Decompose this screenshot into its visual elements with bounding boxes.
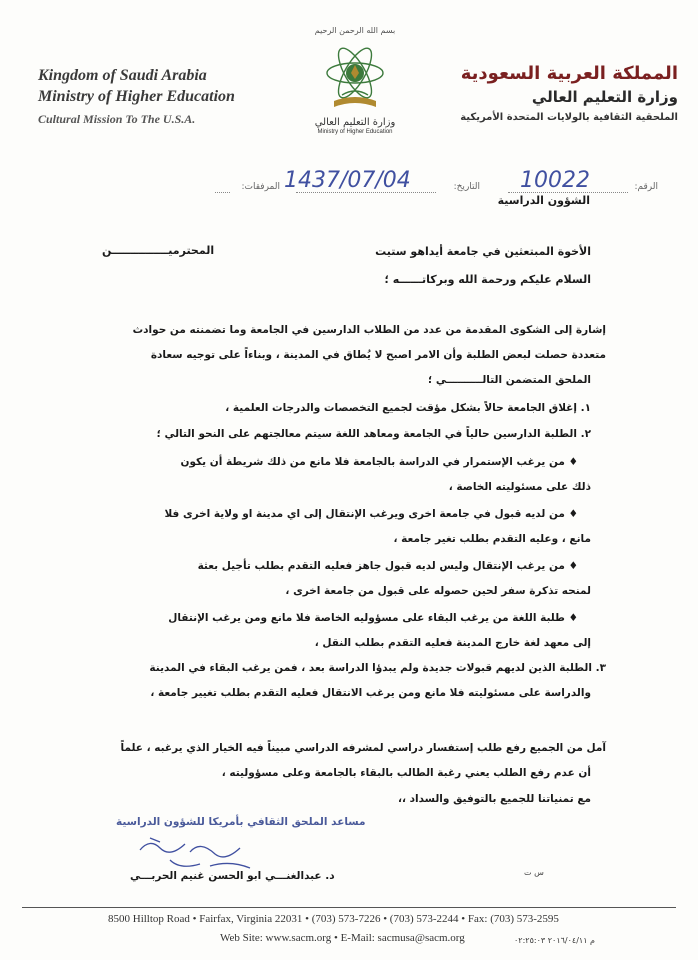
closing-line: آمل من الجميع رفع طلب إستفسار دراسي لمشرفه الدراسي مبيناً فيه الخيار الذي يرغبه ، علماً [120,742,606,754]
closing-line: أن عدم رفع الطلب يعني رغبة الطالب بالبقاء بالجامعة وعلى مسؤوليته ، [221,767,591,779]
item-3-line: ٣. الطلبة الذين لديهم قبولات جديدة ولم يبدؤا الدراسة بعد ، فمن يرغب البقاء في المدينة [149,662,606,674]
greeting: السلام عليكم ورحمة الله وبركاتــــــه ؛ [384,273,591,286]
signatory-name: د. عبدالغنـــي ابو الحسن غنيم الحربـــي [130,870,335,882]
bullet-1-line: ذلك على مسئوليته الخاصة ، [448,481,591,493]
signatory-title: مساعد الملحق الثقافي بأمريكا للشؤون الدراسية [116,816,366,828]
intro-line: الملحق المتضمن التالــــــــــي ؛ [428,374,591,386]
bullet-3-line: لمنحه تذكرة سفر لحين حصوله على قبول من جامعة اخرى ، [285,585,591,597]
bullet-4-line: إلى معهد لغة خارج المدينة فعليه التقدم بطلب النقل ، [314,637,591,649]
en-ministry: Ministry of Higher Education [38,88,235,105]
item-1: ١. إغلاق الجامعة حالاً بشكل مؤقت لجميع التخصصات والدرجات العلمية ، [225,402,591,414]
ar-mission: الملحقية الثقافية بالولايات المتحدة الأمريكية [460,112,678,123]
ar-kingdom: المملكة العربية السعودية [460,63,678,84]
bullet-4-line: ♦ طلبة اللغة من يرغب البقاء على مسؤوليه الخاصة فلا مانع ومن يرغب الإنتقال [168,612,578,624]
logo-english-caption: Ministry of Higher Education [317,129,393,135]
date-label: التاريخ: [453,182,480,192]
department-label: الشؤون الدراسية [497,194,590,207]
ministry-emblem-icon [320,37,390,115]
bullet-3-line: ♦ من يرغب الإنتقال وليس لديه قبول جاهز فعليه التقدم بطلب تأجيل بعثة [197,560,578,572]
honorific: المحترميـــــــــــــــن [102,244,215,257]
closing-line: مع تمنياتنا للجميع بالتوفيق والسداد ،، [397,793,591,805]
footer-divider [22,907,676,908]
ministry-logo [300,26,410,135]
bullet-1-line: ♦ من يرغب الإستمرار في الدراسة بالجامعة فلا مانع من ذلك شريطة أن يكون [180,456,578,468]
attachments-dots [215,192,230,193]
ref-label: الرقم: [634,182,658,192]
en-kingdom: Kingdom of Saudi Arabia [38,67,207,84]
attachments-label: المرفقات: [241,182,280,192]
intro-line: متعددة حصلت لبعض الطلبة وأن الامر اصبح لا يُطاق في المدينة ، وبناءاً على توجيه سعادة [150,349,606,361]
item-3-line: والدراسة على مسئوليته فلا مانع ومن يرغب الانتقال فعليه التقدم بطلب تغيير جامعة ، [150,687,591,699]
en-mission: Cultural Mission To The U.S.A. [38,112,196,126]
bullet-2-line: مانع ، وعليه التقدم بطلب تغير جامعة ، [393,533,591,545]
addressee: الأخوة المبتعثين في جامعة أيداهو ستيت [375,245,591,258]
item-2: ٢. الطلبة الدارسين حالياً في الجامعة ومعاهد اللغة سيتم معالجتهم على النحو التالي ؛ [156,428,591,440]
ar-ministry: وزارة التعليم العالي [531,88,678,106]
intro-line: إشارة إلى الشكوى المقدمة من عدد من الطلاب الدارسين في الجامعة وما تضمنته من حوادث [132,324,606,336]
logo-arabic-caption: وزارة التعليم العالي [314,117,396,128]
reference-line [215,174,658,196]
date-handwritten: 1437/07/04 [284,168,411,193]
bismillah-text: بسم الله الرحمن الرحيم [314,26,396,35]
ref-number-handwritten: 10022 [520,168,590,193]
footer-address: 8500 Hilltop Road • Fairfax, Virginia 22031 • (703) 573-7226 • (703) 573-2244 • Fax: (703) 573-2595 [108,913,559,925]
print-timestamp: م ٢٠١٦/٠٤/١١ ٠٢:٢٥:٠٣ [514,936,595,945]
footer-web: Web Site: www.sacm.org • E-Mail: sacmusa@sacm.org [220,932,465,944]
initials-note: س ت [524,868,544,877]
arabic-letterhead [418,62,678,128]
english-letterhead [38,66,278,130]
bullet-2-line: ♦ من لديه قبول في جامعة اخرى ويرغب الإنتقال إلى اي مدينة او ولاية اخرى فلا [164,508,578,520]
